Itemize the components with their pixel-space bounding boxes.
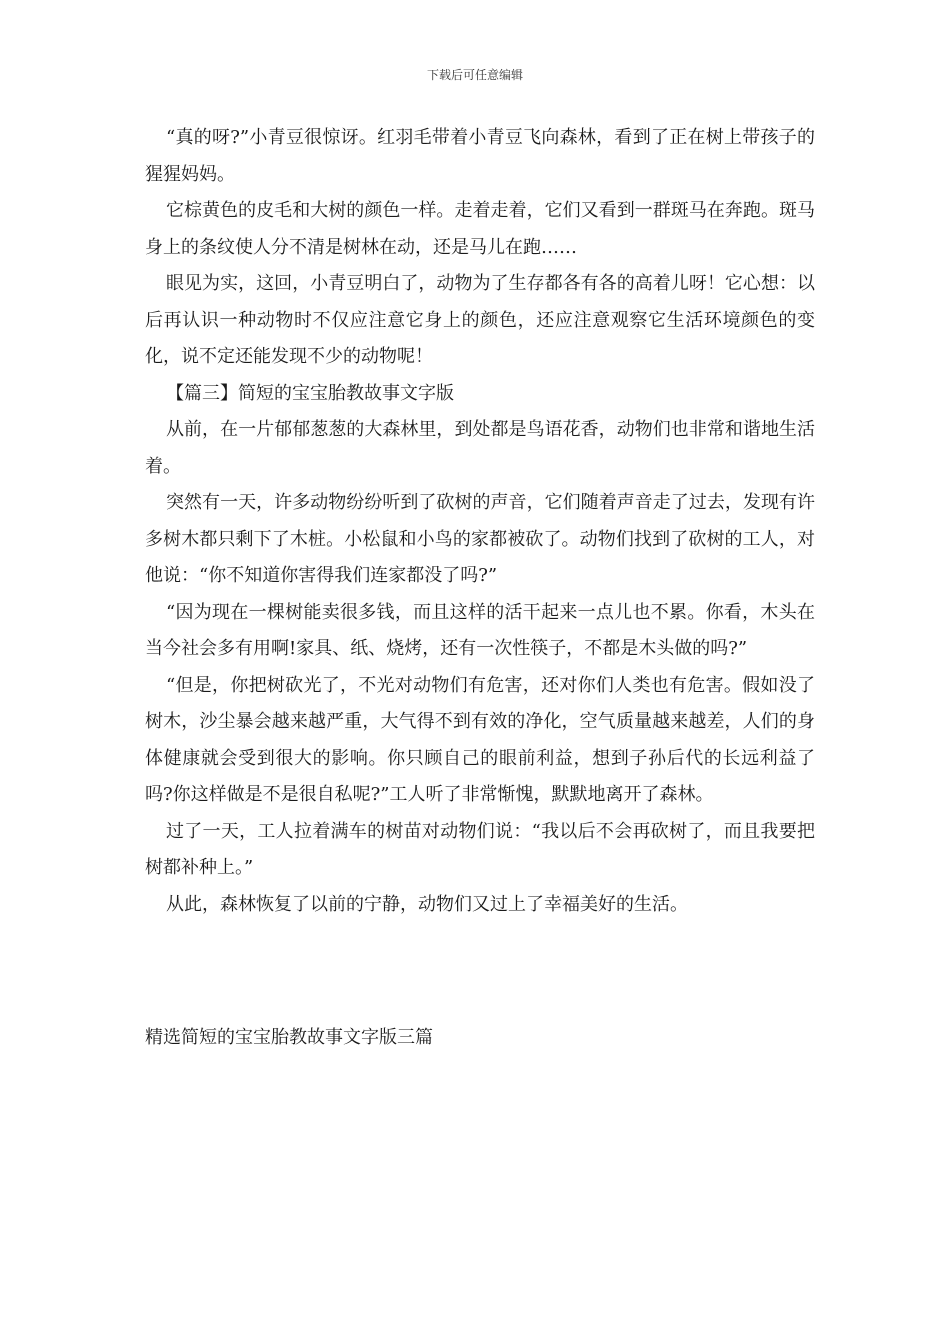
story-paragraph: “真的呀?”小青豆很惊讶。红羽毛带着小青豆飞向森林，看到了正在树上带孩子的猩猩妈妈。 [145,127,815,185]
story-paragraph: 它棕黄色的皮毛和大树的颜色一样。走着走着，它们又看到一群斑马在奔跑。斑马身上的条纹使人分不清是树林在动，还是马儿在跑…… [145,200,815,258]
story-paragraph: 眼见为实，这回，小青豆明白了，动物为了生存都各有各的高着儿呀！它心想：以后再认识一种动物时不仅应注意它身上的颜色，还应注意观察它生活环境颜色的变化，说不定还能发现不少的动物呢！ [145,273,815,367]
story-paragraph: 突然有一天，许多动物纷纷听到了砍树的声音，它们随着声音走了过去，发现有许多树木都只剩下了木桩。小松鼠和小鸟的家都被砍了。动物们找到了砍树的工人，对他说：“你不知道你害得我们连家都没了吗?” [145,492,815,586]
story-paragraph: 从前，在一片郁郁葱葱的大森林里，到处都是鸟语花香，动物们也非常和谐地生活着。 [145,419,815,477]
story-paragraph: “因为现在一棵树能卖很多钱，而且这样的活干起来一点儿也不累。你看，木头在当今社会多有用啊!家具、纸、烧烤，还有一次性筷子，不都是木头做的吗?” [145,601,815,659]
page-header-note: 下载后可任意编辑 [426,68,523,82]
story-paragraph: 过了一天，工人拉着满车的树苗对动物们说：“我以后不会再砍树了，而且我要把树都补种上。” [145,820,815,878]
story-paragraph: “但是，你把树砍光了，不光对动物们有危害，还对你们人类也有危害。假如没了树木，沙尘暴会越来越严重，大气得不到有效的净化，空气质量越来越差，人们的身体健康就会受到很大的影响。你只顾自己的眼前利益，想到子孙后代的长远利益了吗?你这样做是不是很自私呢?”工人听了非常惭愧，默默地离开了森林。 [145,674,815,805]
section-heading: 【篇三】简短的宝宝胎教故事文字版 [166,382,454,404]
story-paragraph: 从此，森林恢复了以前的宁静，动物们又过上了幸福美好的生活。 [166,893,688,915]
document-title: 精选简短的宝宝胎教故事文字版三篇 [145,1027,433,1048]
document-body [145,120,815,923]
